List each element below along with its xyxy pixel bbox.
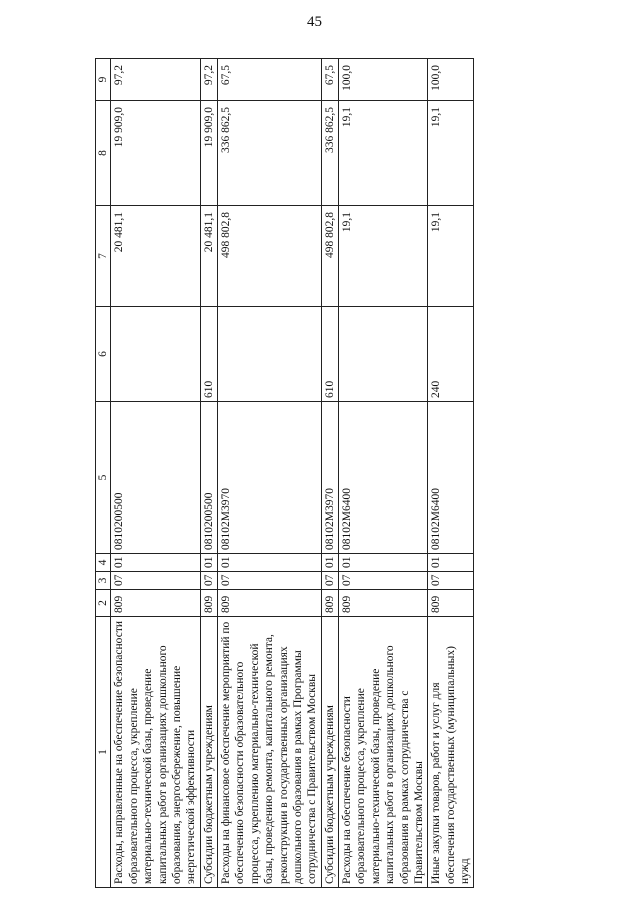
cell-target-article: 0810200500 — [200, 402, 217, 554]
column-header: 8 — [96, 101, 111, 206]
column-header: 2 — [96, 590, 111, 617]
cell-section: 07 — [200, 572, 217, 590]
cell-plan: 19,1 — [428, 206, 474, 307]
cell-ministry-code: 809 — [218, 590, 322, 617]
column-header: 4 — [96, 554, 111, 572]
cell-percent: 67,5 — [321, 59, 338, 101]
column-header: 3 — [96, 572, 111, 590]
cell-plan: 19,1 — [339, 206, 428, 307]
column-header: 5 — [96, 402, 111, 554]
cell-subsection: 01 — [428, 554, 474, 572]
cell-actual: 336 862,5 — [321, 101, 338, 206]
rotated-table-container — [95, 59, 542, 888]
cell-expense-type: 240 — [428, 307, 474, 402]
table-row — [428, 59, 474, 888]
row-description: Расходы, направленные на обеспечение безопасности образовательного процесса, укрепление материально-технической базы, проведение капитальных работ в организациях дошкольного образования, энергосбережение, повышение энергетической эффективности — [111, 617, 200, 888]
budget-table-landscape — [95, 59, 542, 888]
column-header: 6 — [96, 307, 111, 402]
cell-expense-type — [111, 307, 200, 402]
row-description: Субсидии бюджетным учреждениям — [200, 617, 217, 888]
table-row — [200, 59, 217, 888]
cell-plan: 20 481,1 — [111, 206, 200, 307]
cell-ministry-code: 809 — [111, 590, 200, 617]
cell-percent: 97,2 — [111, 59, 200, 101]
cell-target-article: 08102M6400 — [339, 402, 428, 554]
cell-actual: 19 909,0 — [111, 101, 200, 206]
cell-target-article: 08102M6400 — [428, 402, 474, 554]
cell-section: 07 — [428, 572, 474, 590]
table-row — [111, 59, 200, 888]
cell-plan: 498 802,8 — [218, 206, 322, 307]
cell-actual: 336 862,5 — [218, 101, 322, 206]
cell-subsection: 01 — [200, 554, 217, 572]
cell-subsection: 01 — [339, 554, 428, 572]
cell-actual: 19,1 — [428, 101, 474, 206]
table-header-row — [96, 59, 111, 888]
cell-target-article: 08102M3970 — [321, 402, 338, 554]
column-header: 1 — [96, 617, 111, 888]
cell-plan: 20 481,1 — [200, 206, 217, 307]
cell-ministry-code: 809 — [428, 590, 474, 617]
cell-target-article: 08102M3970 — [218, 402, 322, 554]
budget-table — [95, 58, 474, 888]
cell-ministry-code: 809 — [200, 590, 217, 617]
cell-expense-type: 610 — [321, 307, 338, 402]
cell-target-article: 0810200500 — [111, 402, 200, 554]
column-header: 9 — [96, 59, 111, 101]
table-row — [321, 59, 338, 888]
cell-section: 07 — [339, 572, 428, 590]
row-description: Субсидии бюджетным учреждениям — [321, 617, 338, 888]
table-row — [339, 59, 428, 888]
page-number: 45 — [307, 14, 322, 30]
cell-section: 07 — [218, 572, 322, 590]
cell-subsection: 01 — [218, 554, 322, 572]
cell-ministry-code: 809 — [321, 590, 338, 617]
cell-expense-type — [218, 307, 322, 402]
cell-expense-type: 610 — [200, 307, 217, 402]
cell-percent: 100,0 — [339, 59, 428, 101]
cell-subsection: 01 — [111, 554, 200, 572]
cell-actual: 19,1 — [339, 101, 428, 206]
row-description: Иные закупки товаров, работ и услуг для обеспечения государственных (муниципальных) нужд — [428, 617, 474, 888]
row-description: Расходы на финансовое обеспечение мероприятий по обеспечению безопасности образовательного процесса, укреплению материально-технической базы, проведению ремонта, капитального ремонта, реконструкции в государственных организациях дошкольного образования в рамках Программы сотрудничества с Правительством Москвы — [218, 617, 322, 888]
cell-ministry-code: 809 — [339, 590, 428, 617]
cell-subsection: 01 — [321, 554, 338, 572]
cell-percent: 97,2 — [200, 59, 217, 101]
column-header: 7 — [96, 206, 111, 307]
cell-actual: 19 909,0 — [200, 101, 217, 206]
cell-percent: 67,5 — [218, 59, 322, 101]
cell-plan: 498 802,8 — [321, 206, 338, 307]
cell-expense-type — [339, 307, 428, 402]
cell-percent: 100,0 — [428, 59, 474, 101]
row-description: Расходы на обеспечение безопасности образовательного процесса, укрепление материально-технической базы, проведение капитальных работ в организациях дошкольного образования в рамках сотрудничества с Правительством Москвы — [339, 617, 428, 888]
table-row — [218, 59, 322, 888]
cell-section: 07 — [321, 572, 338, 590]
cell-section: 07 — [111, 572, 200, 590]
